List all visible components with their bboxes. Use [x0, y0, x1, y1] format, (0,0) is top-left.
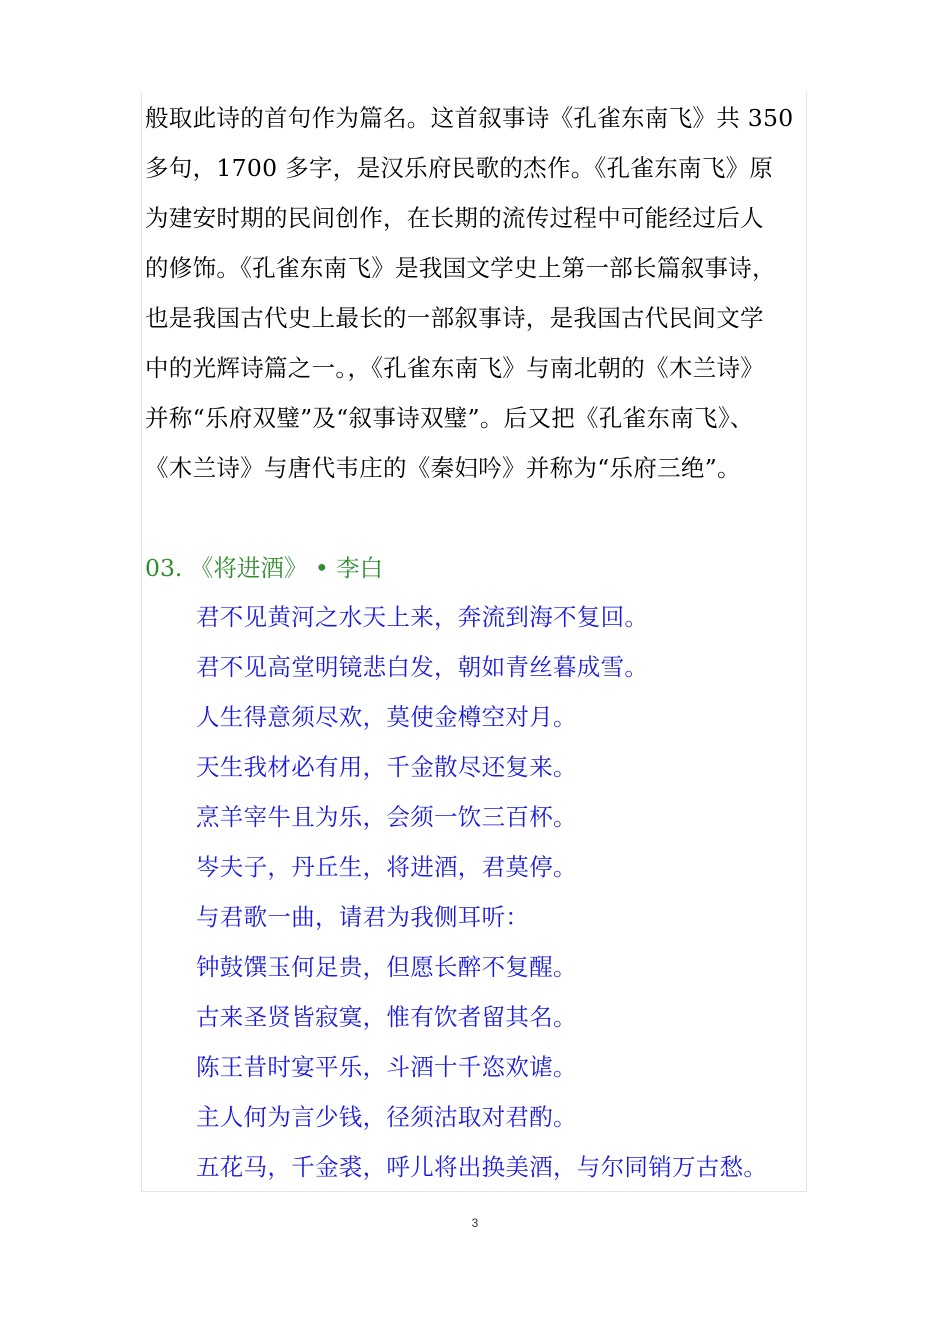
paragraph-line: 的修饰。《孔雀东南飞》是我国文学史上第一部长篇叙事诗，: [145, 254, 776, 282]
paragraph-line: 《木兰诗》与唐代韦庄的《秦妇吟》并称为“乐府三绝”。: [145, 454, 741, 482]
paragraph-line: 中的光辉诗篇之一。，《孔雀东南飞》与南北朝的《木兰诗》: [145, 354, 765, 382]
paragraph-line: 也是我国古代史上最长的一部叙事诗，是我国古代民间文学: [145, 304, 764, 332]
poem-line: 岑夫子，丹丘生，将进酒，君莫停。: [196, 853, 577, 881]
poem-line: 天生我材必有用，千金散尽还复来。: [196, 753, 577, 781]
paragraph-line: 并称“乐府双璧”及“叙事诗双璧”。后又把《孔雀东南飞》、: [145, 404, 754, 432]
poem-line: 古来圣贤皆寂寞，惟有饮者留其名。: [196, 1003, 577, 1031]
poem-line: 与君歌一曲，请君为我侧耳听：: [196, 903, 530, 931]
poem-line: 烹羊宰牛且为乐，会须一饮三百杯。: [196, 803, 577, 831]
poem-heading: 03. 《将进酒》 • 李白: [145, 554, 384, 582]
poem-line: 陈王昔时宴平乐，斗酒十千恣欢谑。: [196, 1053, 577, 1081]
poem-line: 人生得意须尽欢，莫使金樽空对月。: [196, 703, 577, 731]
poem-line: 钟鼓馔玉何足贵，但愿长醉不复醒。: [196, 953, 577, 981]
poem-line: 君不见黄河之水天上来，奔流到海不复回。: [196, 603, 649, 631]
paragraph-line: 多句，1700 多字，是汉乐府民歌的杰作。《孔雀东南飞》原: [145, 154, 774, 182]
poem-line: 君不见高堂明镜悲白发，朝如青丝暮成雪。: [196, 653, 649, 681]
page-number: 3: [471, 1216, 479, 1230]
poem-line: 五花马，千金裘，呼儿将出换美酒，与尔同销万古愁。: [196, 1153, 768, 1181]
poem-line: 主人何为言少钱，径须沽取对君酌。: [196, 1103, 577, 1131]
paragraph-line: 般取此诗的首句作为篇名。这首叙事诗《孔雀东南飞》共 350: [145, 104, 794, 132]
paragraph-line: 为建安时期的民间创作，在长期的流传过程中可能经过后人: [145, 204, 764, 232]
